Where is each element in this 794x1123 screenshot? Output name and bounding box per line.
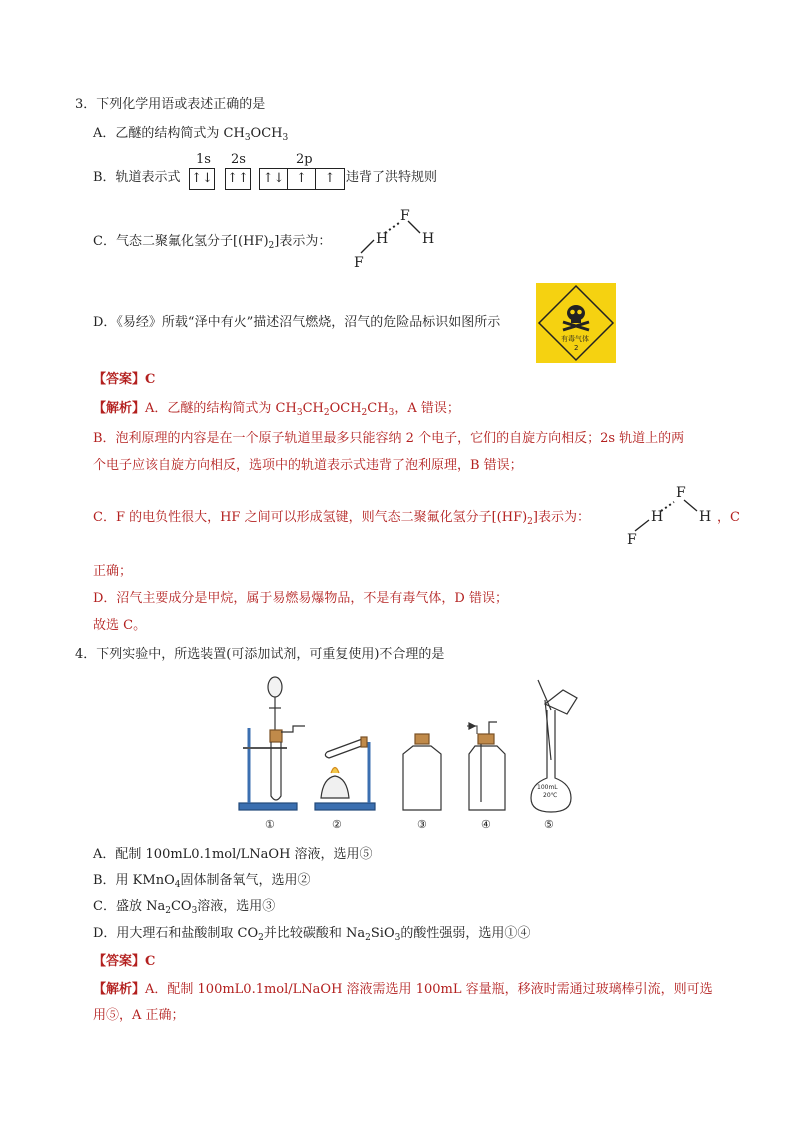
orbital-label-2p: 2p (296, 152, 313, 167)
orbital-box-2p: ↑↓ ↑ ↑ (259, 168, 345, 190)
q3-analysis-b-line2: 个电子应该自旋方向相反，选项中的轨道表示式违背了泡利原理，B 错误； (93, 458, 523, 473)
q3-answer: 【答案】C (93, 372, 156, 387)
q4-option-a: A．配制 100mL0.1mol/LNaOH 溶液，选用⑤ (93, 847, 373, 862)
q4-option-b: B．用 KMnO$_4$固体制备氧气，选用② (93, 873, 311, 890)
q3-analysis-a: 【解析】A．乙醚的结构简式为 $CH_3CH_2OCH_2CH_3$，A 错误； (93, 401, 460, 418)
q3-option-d: D．《易经》所载“泽中有火”描述沼气燃烧，沼气的危险品标识如图所示 (93, 315, 501, 330)
q3-option-c: C．气态二聚氟化氢分子$[(HF)_2]$表示为： (93, 234, 332, 251)
q3-option-a: A．乙醚的结构简式为 $CH_3OCH_3$ (93, 126, 289, 143)
q4-option-d: D．用大理石和盐酸制取 $CO_2$并比较碳酸和 $Na_2SiO_3$的酸性强弱，选用①④ (93, 926, 531, 943)
q4-analysis-a-line2: 用⑤，A 正确； (93, 1008, 185, 1023)
q4-option-c: C．盛放 $Na_2CO_3$溶液，选用③ (93, 899, 276, 916)
q3-stem: 3．下列化学用语或表述正确的是 (75, 97, 266, 112)
q4-stem: 4．下列实验中，所选装置(可添加试剂，可重复使用)不合理的是 (75, 647, 445, 662)
q3-analysis-d: D．沼气主要成分是甲烷，属于易燃易爆物品，不是有毒气体，D 错误； (93, 591, 508, 606)
q4-answer: 【答案】C (93, 954, 156, 969)
orbital-label-1s: 1s (196, 152, 211, 167)
q4-analysis-a-line1: 【解析】A．配制 100mL0.1mol/LNaOH 溶液需选用 100mL 容量瓶，移液时需通过玻璃棒引流，则可选 (93, 982, 713, 997)
q3-conclusion: 故选 C。 (93, 618, 147, 633)
q3-option-b-suffix: 违背了洪特规则 (346, 170, 438, 185)
q3-analysis-c-tail: ，C (717, 510, 740, 525)
q3-analysis-c-line2: 正确； (93, 564, 133, 579)
q3-analysis-b-line1: B．泡利原理的内容是在一个原子轨道里最多只能容纳 2 个电子，它们的自旋方向相反；2s 轨道上的两 (93, 431, 685, 446)
orbital-box-1s: ↑↓ (189, 168, 215, 190)
q3-analysis-c: C．F 的电负性很大，HF 之间可以形成氢键，则气态二聚氟化氢分子$[(HF)_2]$表示为： (93, 510, 590, 527)
hf-dimer-structure-q3: H F H F (354, 208, 435, 271)
orbital-label-2s: 2s (231, 152, 246, 167)
apparatus-figure: 100mL 20℃ ① ② ③ ④ ⑤ (235, 670, 585, 836)
toxic-gas-hazard-sign: 有毒气体 2 (536, 283, 616, 363)
orbital-box-2s: ↑↑ (225, 168, 251, 190)
q3-option-b-prefix: B．轨道表示式 (93, 170, 181, 185)
hf-dimer-structure-analysis: H F H F (627, 485, 712, 548)
